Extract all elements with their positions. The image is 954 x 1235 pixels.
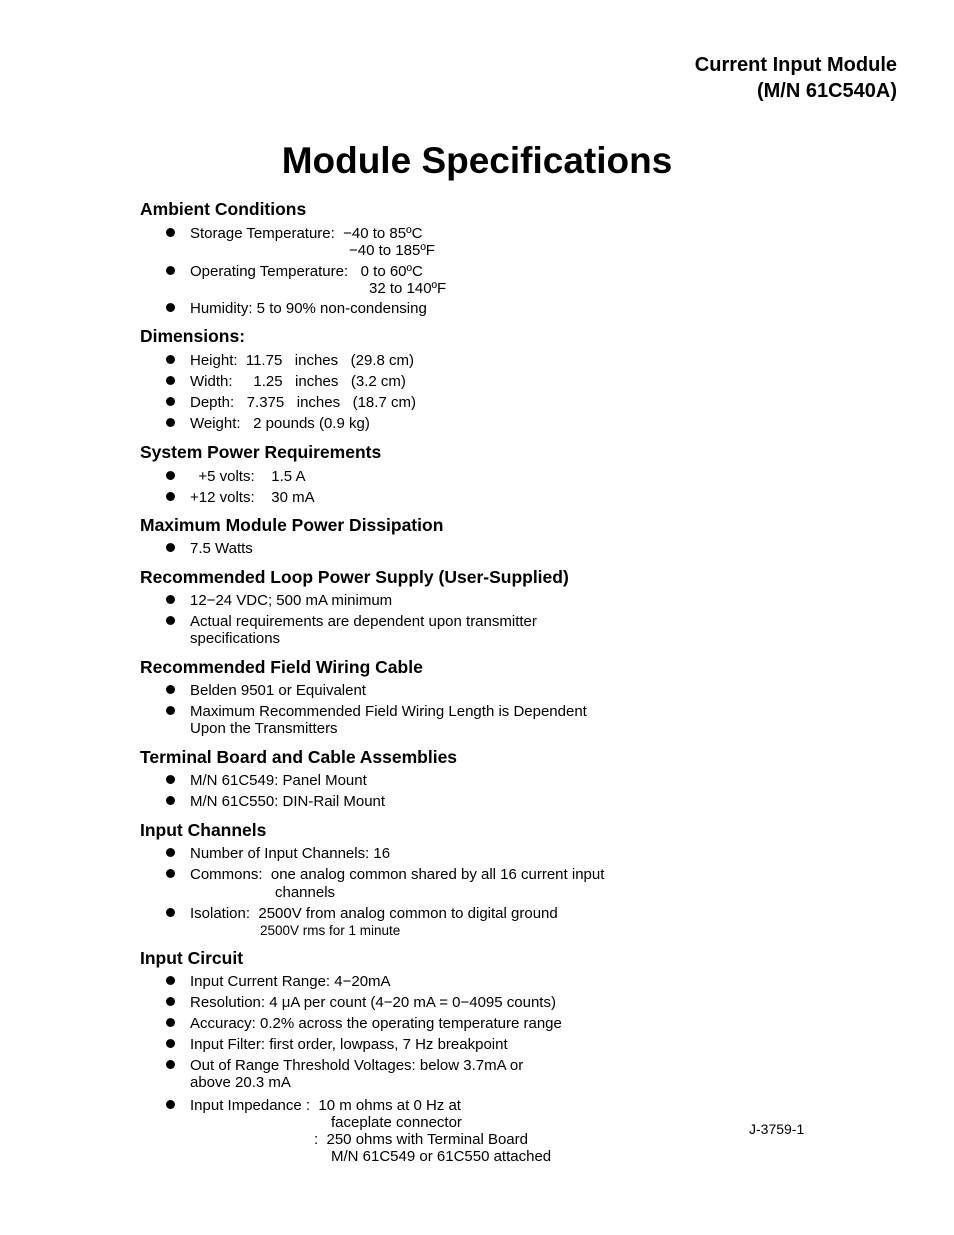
header-line2: (M/N 61C540A) <box>756 80 897 102</box>
operating-temp: Operating Temperature: 0 to 60ºC <box>190 263 423 280</box>
bullet-icon <box>166 303 175 312</box>
loop-vdc: 12−24 VDC; 500 mA minimum <box>190 592 393 609</box>
bullet-icon <box>166 595 175 604</box>
bullet-icon <box>166 355 175 364</box>
bullet-icon <box>166 1100 175 1109</box>
circuit-threshold-cont: above 20.3 mA <box>190 1074 291 1091</box>
bullet-icon <box>166 706 175 715</box>
circuit-heading: Input Circuit <box>140 948 244 968</box>
bullet-icon <box>166 376 175 385</box>
bullet-icon <box>166 228 175 237</box>
bullet-icon <box>166 418 175 427</box>
bullet-icon <box>166 1060 175 1069</box>
bullet-icon <box>166 685 175 694</box>
circuit-range: Input Current Range: 4−20mA <box>190 973 391 990</box>
channels-isolation-cont: 2500V rms for 1 minute <box>260 923 401 938</box>
figure-ref: J-3759-1 <box>749 1121 805 1137</box>
dim-height: Height: 11.75 inches (29.8 cm) <box>190 352 414 369</box>
header-line1: Current Input Module <box>694 54 897 76</box>
bullet-icon <box>166 616 175 625</box>
bullet-icon <box>166 543 175 552</box>
terminal-panel: M/N 61C549: Panel Mount <box>190 772 367 789</box>
humidity: Humidity: 5 to 90% non-condensing <box>190 300 427 317</box>
channels-commons-cont: channels <box>275 884 336 901</box>
channels-number: Number of Input Channels: 16 <box>190 845 391 862</box>
bullet-icon <box>166 976 175 985</box>
operating-temp-f: 32 to 140ºF <box>369 280 447 297</box>
bullet-icon <box>166 471 175 480</box>
loop-heading: Recommended Loop Power Supply (User-Supplied) <box>140 567 569 587</box>
dissipation-heading: Maximum Module Power Dissipation <box>140 515 444 535</box>
bullet-icon <box>166 266 175 275</box>
circuit-impedance-d: M/N 61C549 or 61C550 attached <box>331 1148 552 1165</box>
power-5v: +5 volts: 1.5 A <box>190 468 306 485</box>
loop-actual: Actual requirements are dependent upon transmitter <box>190 613 537 630</box>
dim-depth: Depth: 7.375 inches (18.7 cm) <box>190 394 416 411</box>
circuit-accuracy: Accuracy: 0.2% across the operating temperature range <box>190 1015 562 1032</box>
bullet-icon <box>166 796 175 805</box>
storage-temp: Storage Temperature: −40 to 85ºC <box>190 225 423 242</box>
circuit-impedance-b: faceplate connector <box>331 1114 462 1131</box>
cable-heading: Recommended Field Wiring Cable <box>140 657 423 677</box>
bullet-icon <box>166 775 175 784</box>
circuit-resolution: Resolution: 4 μA per count (4−20 mA = 0−4095 counts) <box>190 994 556 1011</box>
channels-heading: Input Channels <box>140 820 267 840</box>
bullet-icon <box>166 997 175 1006</box>
terminal-heading: Terminal Board and Cable Assemblies <box>140 747 458 767</box>
channels-commons: Commons: one analog common shared by all 16 current input <box>190 866 605 883</box>
dimensions-heading: Dimensions: <box>140 326 246 346</box>
cable-max: Maximum Recommended Field Wiring Length is Dependent <box>190 703 587 720</box>
circuit-filter: Input Filter: first order, lowpass, 7 Hz breakpoint <box>190 1036 508 1053</box>
ambient-heading: Ambient Conditions <box>140 199 307 219</box>
circuit-impedance-c: : 250 ohms with Terminal Board <box>314 1131 528 1148</box>
storage-temp-f: −40 to 185ºF <box>349 242 435 259</box>
bullet-icon <box>166 492 175 501</box>
dissipation-watts: 7.5 Watts <box>190 540 253 557</box>
channels-isolation: Isolation: 2500V from analog common to digital ground <box>190 905 558 922</box>
bullet-icon <box>166 848 175 857</box>
power-heading: System Power Requirements <box>140 442 382 462</box>
dim-weight: Weight: 2 pounds (0.9 kg) <box>190 415 370 432</box>
dim-width: Width: 1.25 inches (3.2 cm) <box>190 373 406 390</box>
page-title: Module Specifications <box>281 140 673 181</box>
cable-max-cont: Upon the Transmitters <box>190 720 338 737</box>
bullet-icon <box>166 397 175 406</box>
terminal-din: M/N 61C550: DIN-Rail Mount <box>190 793 386 810</box>
bullet-icon <box>166 1018 175 1027</box>
circuit-impedance: Input Impedance : 10 m ohms at 0 Hz at <box>190 1097 461 1114</box>
loop-actual-cont: specifications <box>190 630 281 647</box>
cable-belden: Belden 9501 or Equivalent <box>190 682 366 699</box>
power-12v: +12 volts: 30 mA <box>190 489 315 506</box>
bullet-icon <box>166 869 175 878</box>
circuit-threshold: Out of Range Threshold Voltages: below 3.7mA or <box>190 1057 524 1074</box>
bullet-icon <box>166 908 175 917</box>
bullet-icon <box>166 1039 175 1048</box>
